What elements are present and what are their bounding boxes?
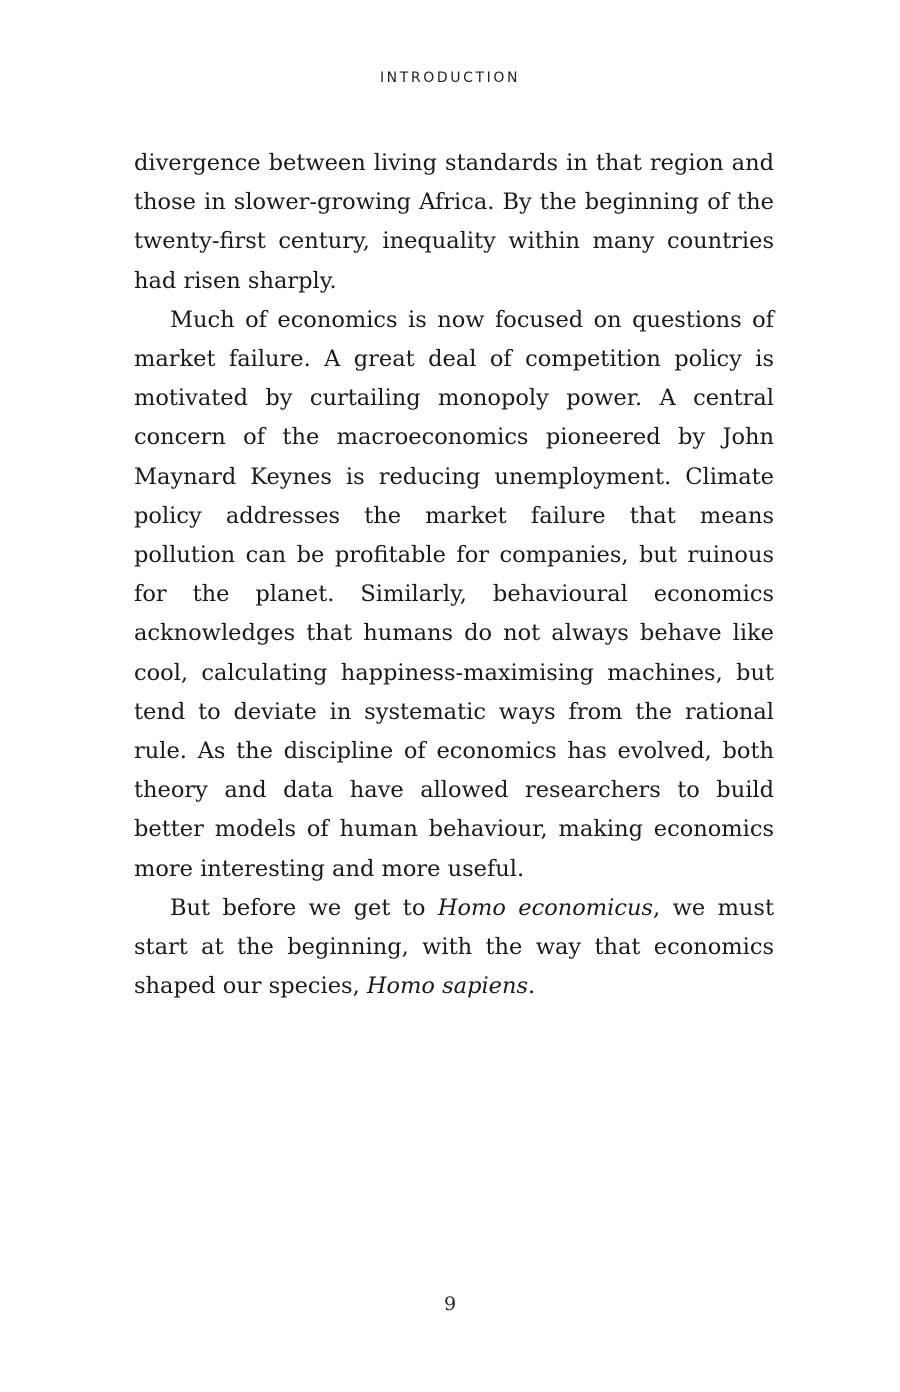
page-number: 9 [443,1293,457,1315]
paragraph-3-italic-homo-sapiens: Homo sapiens [366,973,529,1000]
paragraph-3-text-1: But before we get to [170,894,438,921]
running-head: INTRODUCTION [379,70,521,86]
paragraph-2: Much of economics is now focused on questions of market failure. A great deal of competition policy is motivated by curtailing monopoly power. A central concern of the macroeconomics pioneered by John Maynard Keynes is reducing unemployment. Climate policy addresses the market failure that means pollution can be profitable for companies, but ruinous for the planet. Similarly, behavioural economics acknowledges that humans do not always behave like cool, calculating happiness-maximising machines, but tend to deviate in systematic ways from the rational rule. As the discipline of economics has evolved, both theory and data have allowed researchers to build better models of human behaviour, making economics more interesting and more useful. [134,306,774,882]
paragraph-3-italic-homo-economicus: Homo economicus [437,894,653,921]
paragraph-3 [134,889,774,1007]
body-text [134,144,774,1006]
paragraph-3-text-2: , we must start at the beginning, with the way that economics shaped our species, [134,894,774,1000]
paragraph-1: divergence between living standards in that region and those in slower-growing Africa. By the beginning of the twenty-first century, inequality within many countries had risen sharply. [134,150,774,294]
paragraph-3-text-3: . [528,973,536,1000]
